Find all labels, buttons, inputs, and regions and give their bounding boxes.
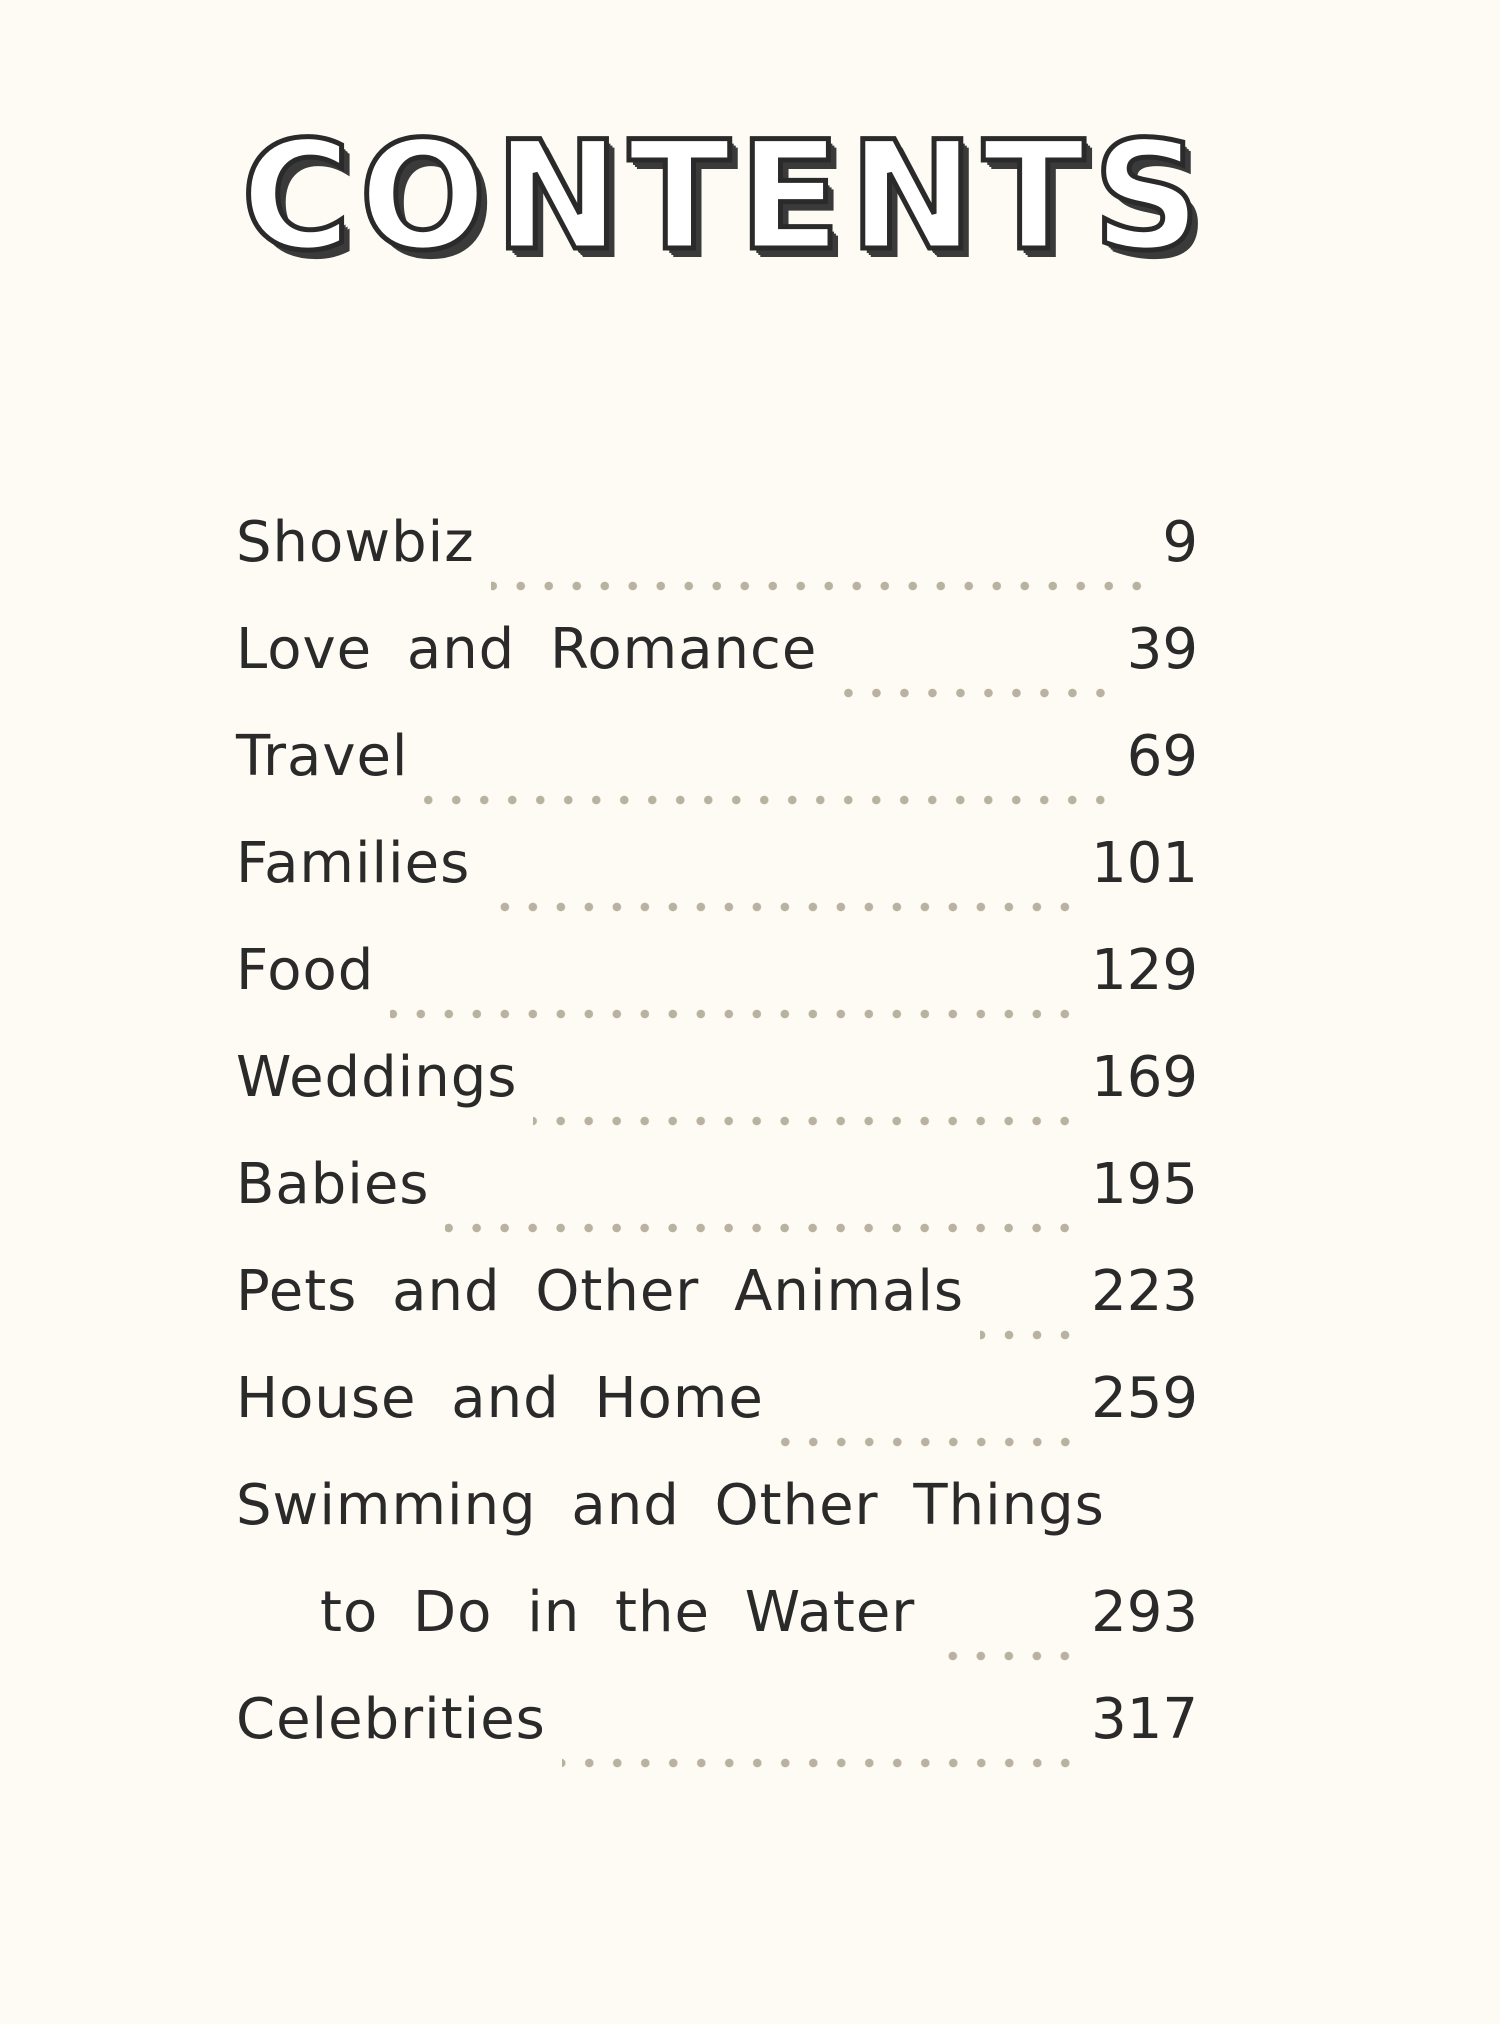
page-title: CONTENTS [241, 110, 1209, 284]
toc-entry-label: Babies [236, 1152, 430, 1217]
toc-entry [236, 617, 1198, 724]
toc-entry-label: Families [236, 831, 471, 896]
dot-leader [445, 1223, 1079, 1233]
toc-entry-label: to Do in the Water [320, 1580, 916, 1645]
dot-leader [833, 688, 1114, 698]
toc-entry-page: 195 [1091, 1152, 1198, 1217]
dot-leader [486, 902, 1079, 912]
toc-entry [236, 1045, 1198, 1152]
toc-entry-page: 129 [1091, 938, 1198, 1003]
toc-entry-label: House and Home [236, 1366, 764, 1431]
toc-entry-label: Love and Romance [236, 617, 818, 682]
dot-leader [424, 795, 1114, 805]
toc-entry-page: 9 [1162, 510, 1198, 575]
toc-entry-label: Pets and Other Animals [236, 1259, 965, 1324]
toc-entry [236, 510, 1198, 617]
toc-entry-page: 69 [1126, 724, 1198, 789]
toc-entry [236, 1366, 1198, 1473]
toc-entry [236, 724, 1198, 831]
dot-leader [780, 1437, 1079, 1447]
dot-leader [533, 1116, 1079, 1126]
toc-entry-page: 39 [1126, 617, 1198, 682]
toc-entry [236, 1580, 1198, 1687]
toc-entry [236, 831, 1198, 938]
toc-entry [236, 1259, 1198, 1366]
toc-entry-page: 293 [1091, 1580, 1198, 1645]
toc-entry-label: Celebrities [236, 1687, 546, 1752]
dot-leader [390, 1009, 1079, 1019]
toc-entry-label: Swimming and Other Things [236, 1473, 1105, 1538]
toc-entry-label: Weddings [236, 1045, 518, 1110]
dot-leader [931, 1651, 1079, 1661]
toc-entry [236, 1687, 1198, 1794]
toc-entry-page: 317 [1091, 1687, 1198, 1752]
toc-entry-label: Showbiz [236, 510, 475, 575]
dot-leader [562, 1758, 1079, 1768]
toc-entry [236, 1473, 1198, 1580]
toc-entry-page: 169 [1091, 1045, 1198, 1110]
toc-entry [236, 938, 1198, 1045]
toc-entry-page: 101 [1091, 831, 1198, 896]
toc-entry-page: 259 [1091, 1366, 1198, 1431]
table-of-contents [236, 510, 1198, 1794]
toc-entry-page: 223 [1091, 1259, 1198, 1324]
dot-leader [980, 1330, 1079, 1340]
dot-leader [1121, 1544, 1186, 1554]
dot-leader [491, 581, 1151, 591]
toc-entry [236, 1152, 1198, 1259]
toc-entry-label: Food [236, 938, 375, 1003]
toc-entry-label: Travel [236, 724, 409, 789]
